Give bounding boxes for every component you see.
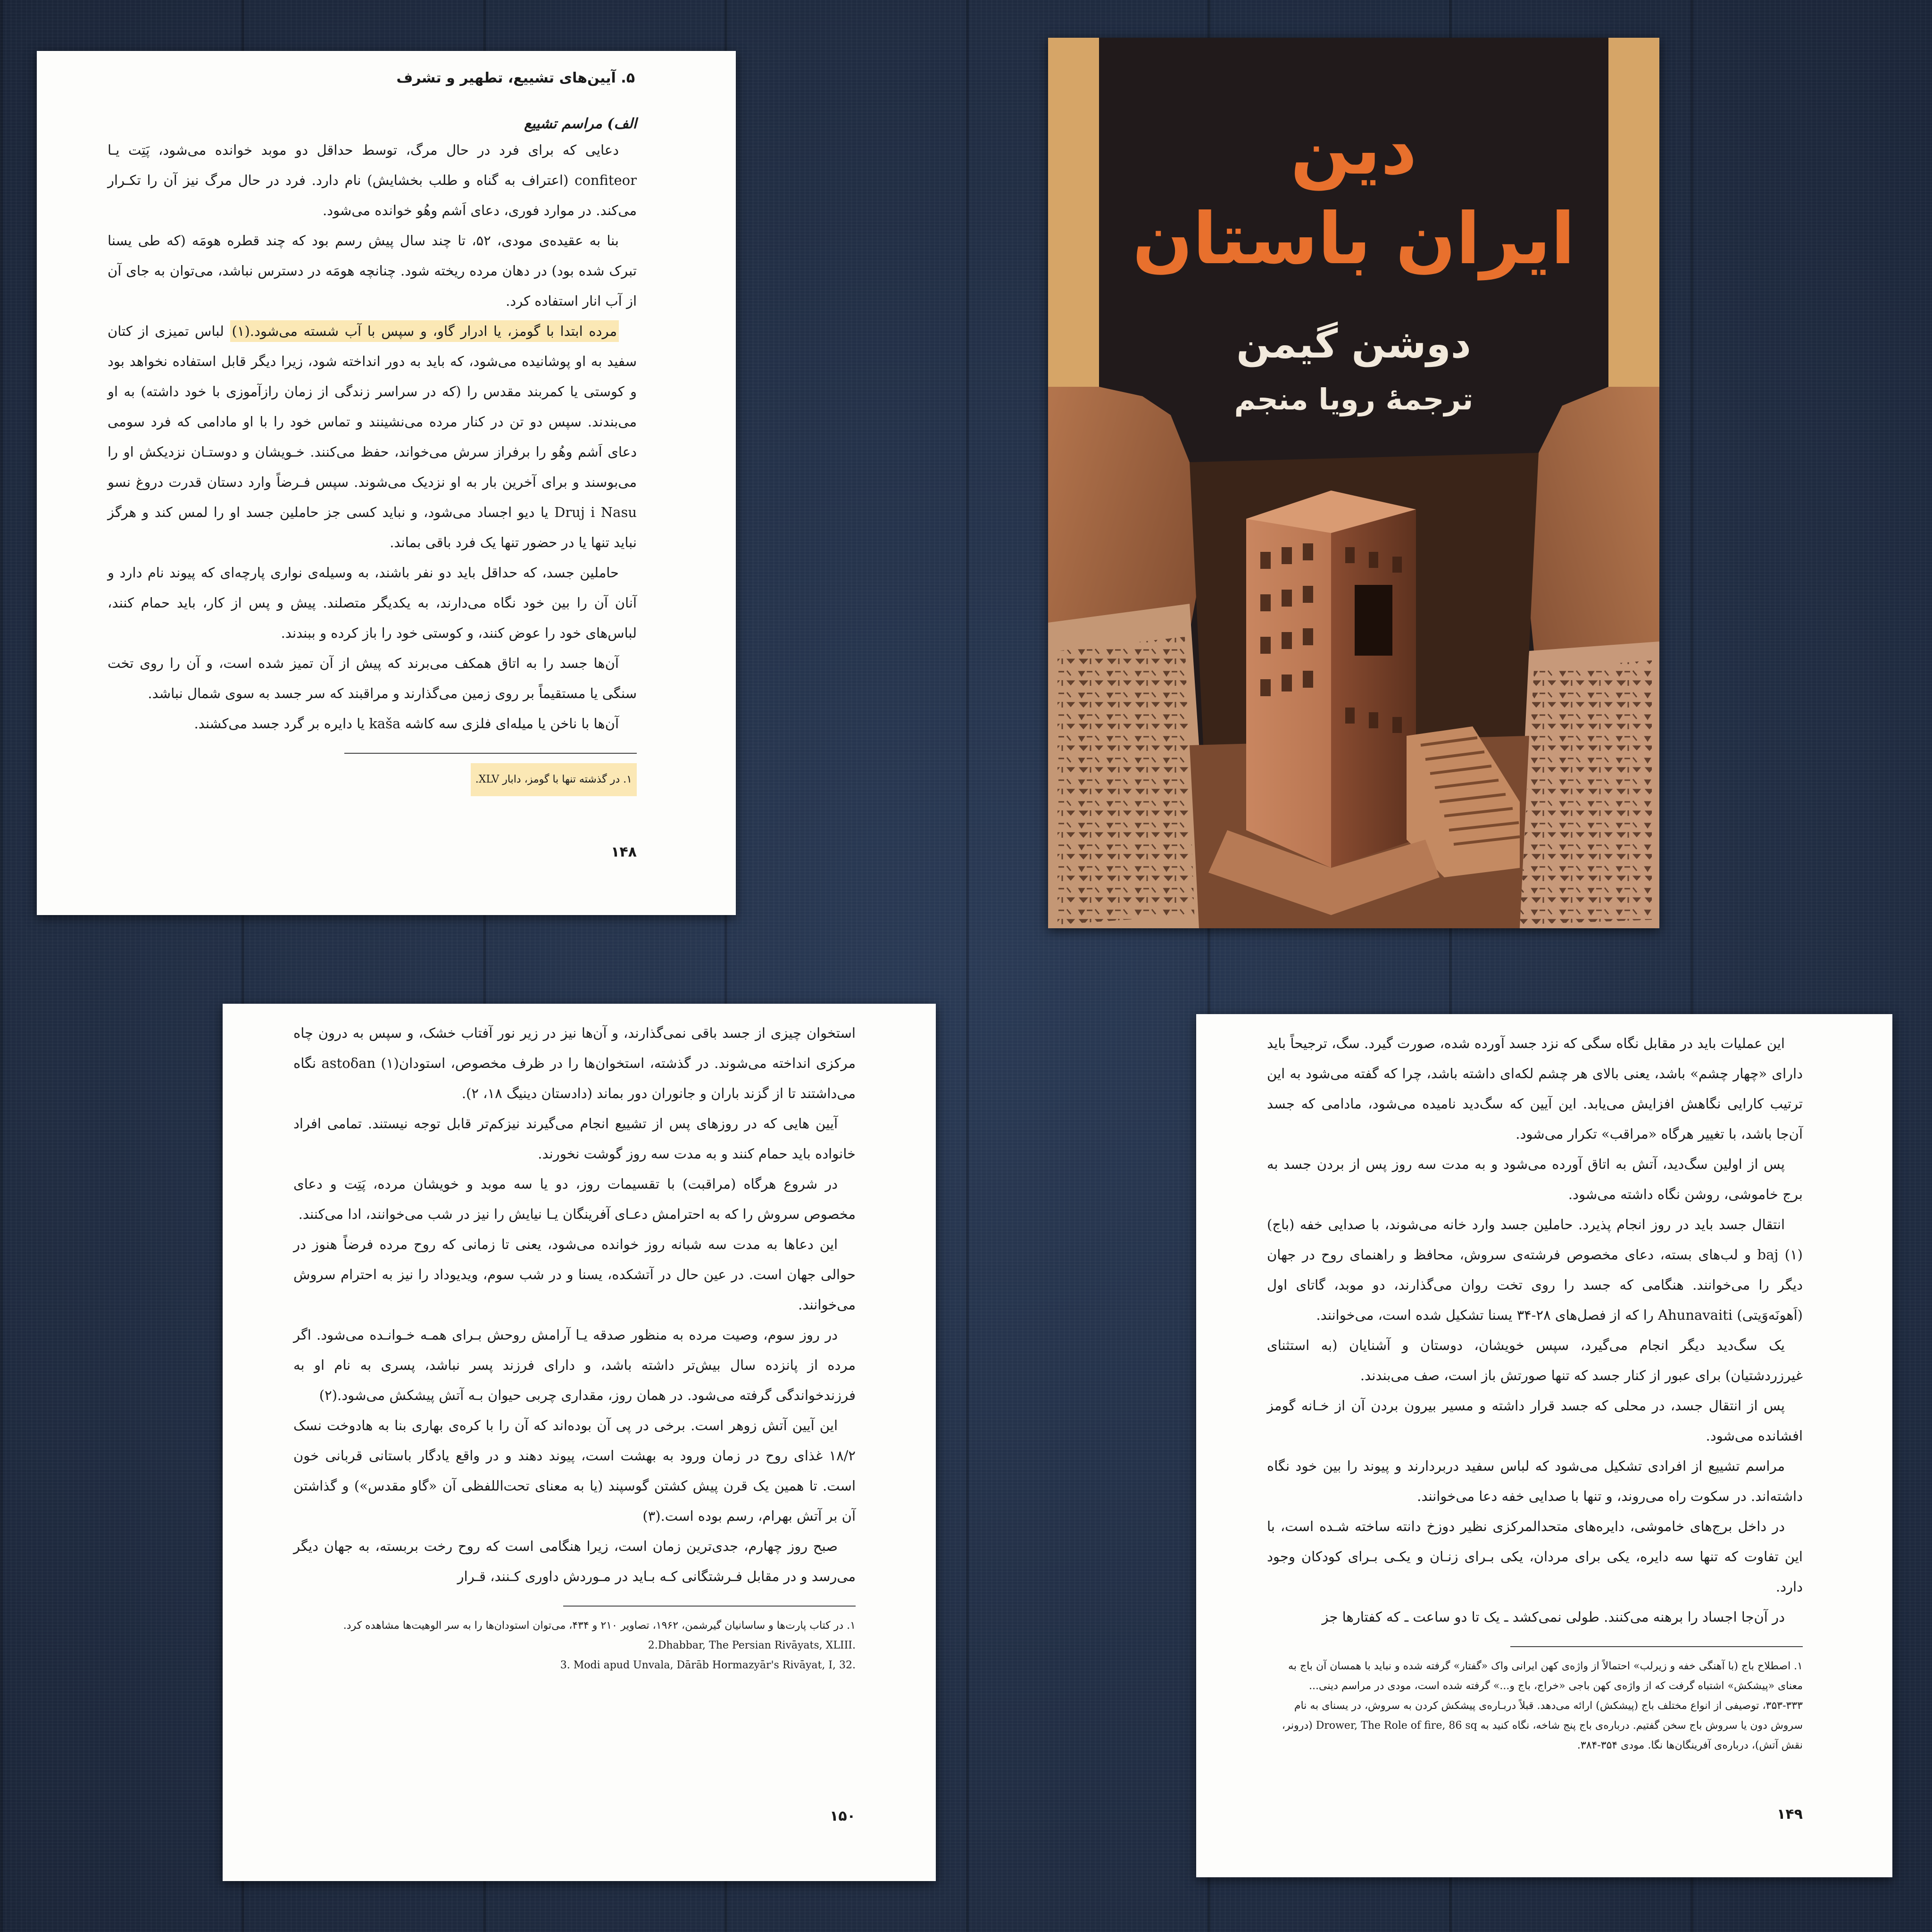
page-number: ۱۴۸ [611,844,637,860]
cover-author: دوشن گیمن [1236,321,1471,367]
paragraph: انتقال جسد باید در روز انجام پذیرد. حاملین جسد وارد خانه می‌شوند، با صدایی خفه (باج)(۱) baj و لب‌های بسته، دعای مخصوص فرشته‌ی سروش، محافظ و راهنمای روح در جهان دیگر را می‌خوانند. هنگامی که جسد را روی تخت روان می‌گذارند، دو موبد، گاتای اول (اَهونَه‌وَیتی) Ahunavaiti را که از فصل‌های ۲۸-۳۴ یسنا تشکیل شده است، می‌خوانند. [1267,1216,1803,1323]
page-148 [37,51,736,915]
paragraph: دعایی که برای فرد در حال مرگ، توسط حداقل دو موبد خوانده می‌شود، پَتِت یـا confiteor (اعتراف به گناه و طلب بخشایش) نام دارد. فرد در حال مرگ نیز آن را تکـرار می‌کند. در موارد فوری، دعای اَشم وهُو خوانده می‌شود. [108,142,637,218]
paragraph: این عملیات باید در مقابل نگاه سگی که نزد جسد آورده شده، صورت گیرد. سگ، ترجیحاً باید دارای «چهار چشم» باشد، یعنی بالای هر چشم لکه‌ای داشته باشد، چرا که گفته می‌شود به این ترتیب کارایی نگاهش افزایش می‌یابد. این آیین که سگ‌دید نامیده می‌شود، مادامی که جسد آن‌جا باشد، با تغییر هرگاه «مراقب» تکرار می‌شود. [1267,1035,1803,1142]
paragraph: بنا به عقیده‌ی مودی، ۵۲، تا چند سال پیش رسم بود که چند قطره هومَه (که طی یسنا تبرک شده بود) در دهان مرده ریخته شود. چنانچه هومَه در دسترس نباشد، می‌توان به جای آن از آب انار استفاده کرد. [108,233,637,309]
footnote-divider [563,1606,856,1607]
body-text [108,135,637,739]
cover-translator: ترجمهٔ رویا منجم [1234,382,1474,416]
footnote: ۱. اصطلاح باج (با آهنگی خفه و زیرلب» احتمالاً از واژه‌ی کهن ایرانی واک «گفتار» گرفته شده و نباید با همسان آن باج به معنای «پیشکش» اشتباه گرفت که از واژه‌ی کهن باجی «خراج، باج و...» گرفته شده است، مودی در مراسم دینی... ۳۳۳-۳۵۳، توصیفی از انواع مختلف باج (پیشکش) ارائه می‌دهد. قبلاً دربـاره‌ی پیشکش کردن به سروش، در یسنای به نام سروش دون یا سروش باج سخن گفتیم. درباره‌ی باج پنج شاخه، نگاه کنید به Drower, The Role of fire, 86 sq (درونر، نقش آتش)، درباره‌ی آفرینگان‌ها نگا. مودی ۳۵۴-۳۸۴. [1282,1660,1803,1751]
paragraph: در روز سوم، وصیت مرده به منظور صدقه یـا آرامش روحش بـرای همـه خـوانـده می‌شود. اگر مرده از پانزده سال بیش‌تر داشته باشد، و دارای فرزند پسر نباشد، پسری به نام او به فرزندخواندگی گرفته می‌شود. در همان روز، مقداری چربی حیوان بـه آتش پیشکش می‌شود.(۲) [293,1327,856,1403]
footnote: 3. Modi apud Unvala, Dārāb Hormazyār's Rivāyat, I, 32. [560,1659,856,1671]
paragraph: صبح روز چهارم، جدی‌ترین زمان است، زیرا هنگامی است که روح رخت بربسته، به جهان دیگر می‌رسد و در مقابل فـرشتگانی کـه بـاید در مـوردش داوری کـنند، قـرار [293,1538,856,1584]
page-150 [223,1004,936,1881]
subsection-title: الف) مراسم تشییع [524,116,637,132]
footnote: 2.Dhabbar, The Persian Rivāyats, XLIII. [648,1640,856,1651]
book-cover [1048,38,1659,928]
page-number: ۱۵۰ [830,1808,856,1824]
paragraph: پس از انتقال جسد، در محلی که جسد قرار داشته و مسیر بیرون بردن آن از خـانه گومز افشانده می‌شود. [1267,1398,1803,1444]
paragraph [108,316,637,558]
footnote-divider [1510,1646,1803,1647]
footnote-divider [344,753,637,754]
page-number: ۱۴۹ [1777,1806,1803,1823]
cover-title-line-2: ایران باستان [1132,198,1575,280]
body-text [1267,1028,1803,1632]
paragraph-continuation: لباس تمیزی از کتان سفید به او پوشانیده می‌شود، که باید به دور انداخته شود، زیرا دیگر قابل استفاده نخواهد بود و کوستی یا کمربند مقدس را (که در سراسر زندگی از زمان رازآموزی با خود داشته) به او می‌بندند. سپس دو تن در کنار مرده می‌نشینند و تماس خود را با او مادامی که فرد سومی دعای اَشم وهُو را برفراز سرش می‌خواند، حفظ می‌کنند. خـویشان و دوستـان نزدیکش او را می‌بوسند و برای آخرین بار به او نزدیک می‌شوند. سپس فـرضاً وارد دستان قدرت دروغ نسو Druj i Nasu یا دیو اجساد می‌شود، و نباید کسی جز حاملین جسد او را لمس کند و هرگز نباید تنها یا در حضور تنها یک فرد باقی بماند. [108,323,637,550]
paragraph: آیین هایی که در روزهای پس از تشییع انجام می‌گیرند نیزکم‌تر قابل توجه نیستند. تمامی افراد خانواده باید حمام کنند و به مدت سه روز گوشت نخورند. [293,1116,856,1162]
paragraph: یک سگ‌دید دیگر انجام می‌گیرد، سپس خویشان، دوستان و آشنایان (به استثنای غیرزردشتیان) برای عبور از کنار جسد که تنها صورتش باز است، صف می‌بندند. [1267,1337,1803,1383]
cover-title-line-1: دین [1290,108,1417,191]
paragraph: استخوان چیزی از جسد باقی نمی‌گذارند، و آن‌ها نیز در زیر نور آفتاب خشک، و سپس به درون چاه مرکزی انداخته می‌شوند. در گذشته، استخوان‌ها را در ظرف مخصوص، استودان(۱) astoδan نگاه می‌داشتند تا از گزند باران و جانوران دور بماند (دادستان دینیگ ۱۸، ۲). [293,1025,856,1101]
body-text [293,1018,856,1591]
paragraph: این دعاها به مدت سه شبانه روز خوانده می‌شود، یعنی تا زمانی که روح مرده فرضاً هنوز در حوالی جهان است. در عین حال در آتشکده، یسنا و در شب سوم، ویدیوداد را نیز به احترام سروش می‌خوانند. [293,1236,856,1313]
paragraph: در داخل برج‌های خاموشی، دایره‌های متحدالمرکزی نظیر دوزخ دانته ساخته شـده است، با این تفاوت که تنها سه دایره، یکی برای مردان، یکی بـرای زنـان و یکـی بـرای کودکان وجود دارد. [1267,1518,1803,1595]
section-title: ۵. آیین‌های تشییع، تطهیر و تشرف [396,70,635,86]
paragraph: پس از اولین سگ‌دید، آتش به اتاق آورده می‌شود و به مدت سه روز پس از بردن جسد به برج خاموشی، روشن نگاه داشته می‌شود. [1267,1156,1803,1202]
highlighted-footnote: ۱. در گذشته تنها با گومز، دابار XLV. [471,763,637,796]
highlighted-sentence: مرده ابتدا با گومز، یا ادرار گاو، و سپس با آب شسته می‌شود.(۱) [230,320,619,342]
paragraph: حاملین جسد، که حداقل باید دو نفر باشند، به وسیله‌ی نواری پارچه‌ای که پیوند نام دارد و آنان آن را بین خود نگاه می‌دارند، به یکدیگر متصلند. پیش و پس از کار، باید حمام کنند، لباس‌های خود را عوض کنند، و کوستی خود را باز کرده و ببندند. [108,565,637,641]
paragraph: در شروع هرگاه (مراقبت) با تقسیمات روز، دو یا سه موبد و خویشان مرده، پَتِت و دعای مخصوص سروش را که به احترامش دعـای آفرینگان یـا نیایش را نیز در شب می‌خوانند، ادا می‌کنند. [293,1176,856,1222]
paragraph: مراسم تشییع از افرادی تشکیل می‌شود که لباس سفید دربردارند و پیوند را بین خود نگاه داشته‌اند. در سکوت راه می‌روند، و تنها با صدایی خفه دعا می‌خوانند. [1267,1458,1803,1504]
paragraph: در آن‌جا اجساد را برهنه می‌کنند. طولی نمی‌کشد ـ یک تا دو ساعت ـ که کفتارها جز [1322,1609,1785,1625]
paragraph: این آیین آتش زوهر است. برخی در پی آن بوده‌اند که آن را با کره‌ی بهاری بنا به هادوخت نسک ۱۸/۲ غذای روح در زمان ورود به بهشت است، پیوند دهند و در واقع یادگار باستانی قربانی خون است. تا همین یک قرن پیش کشتن گوسپند (یا به معنای تحت‌اللفظی آن «گاو مقدس») و گذاشتن آن بر آتش بهرام، رسم بوده است.(۳) [293,1417,856,1524]
footnote: ۱. در کتاب پارت‌ها و ساسانیان گیرشمن، ۱۹۶۲، تصاویر ۲۱۰ و ۴۳۴، می‌توان استودان‌ها را به سر الوهیت‌ها مشاهده کرد. [343,1620,856,1632]
page-149 [1196,1014,1892,1877]
paragraph: آن‌ها با ناخن یا میله‌ای فلزی سه کاشه kaša یا دایره بر گرد جسد می‌کشند. [194,716,619,732]
paragraph: آن‌ها جسد را به اتاق همکف می‌برند که پیش از آن تمیز شده است، و آن را روی تخت سنگی یا مستقیماً بر روی زمین می‌گذارند و مراقبند که سر جسد به سوی شمال نباشد. [108,655,637,701]
footnote [108,763,637,796]
